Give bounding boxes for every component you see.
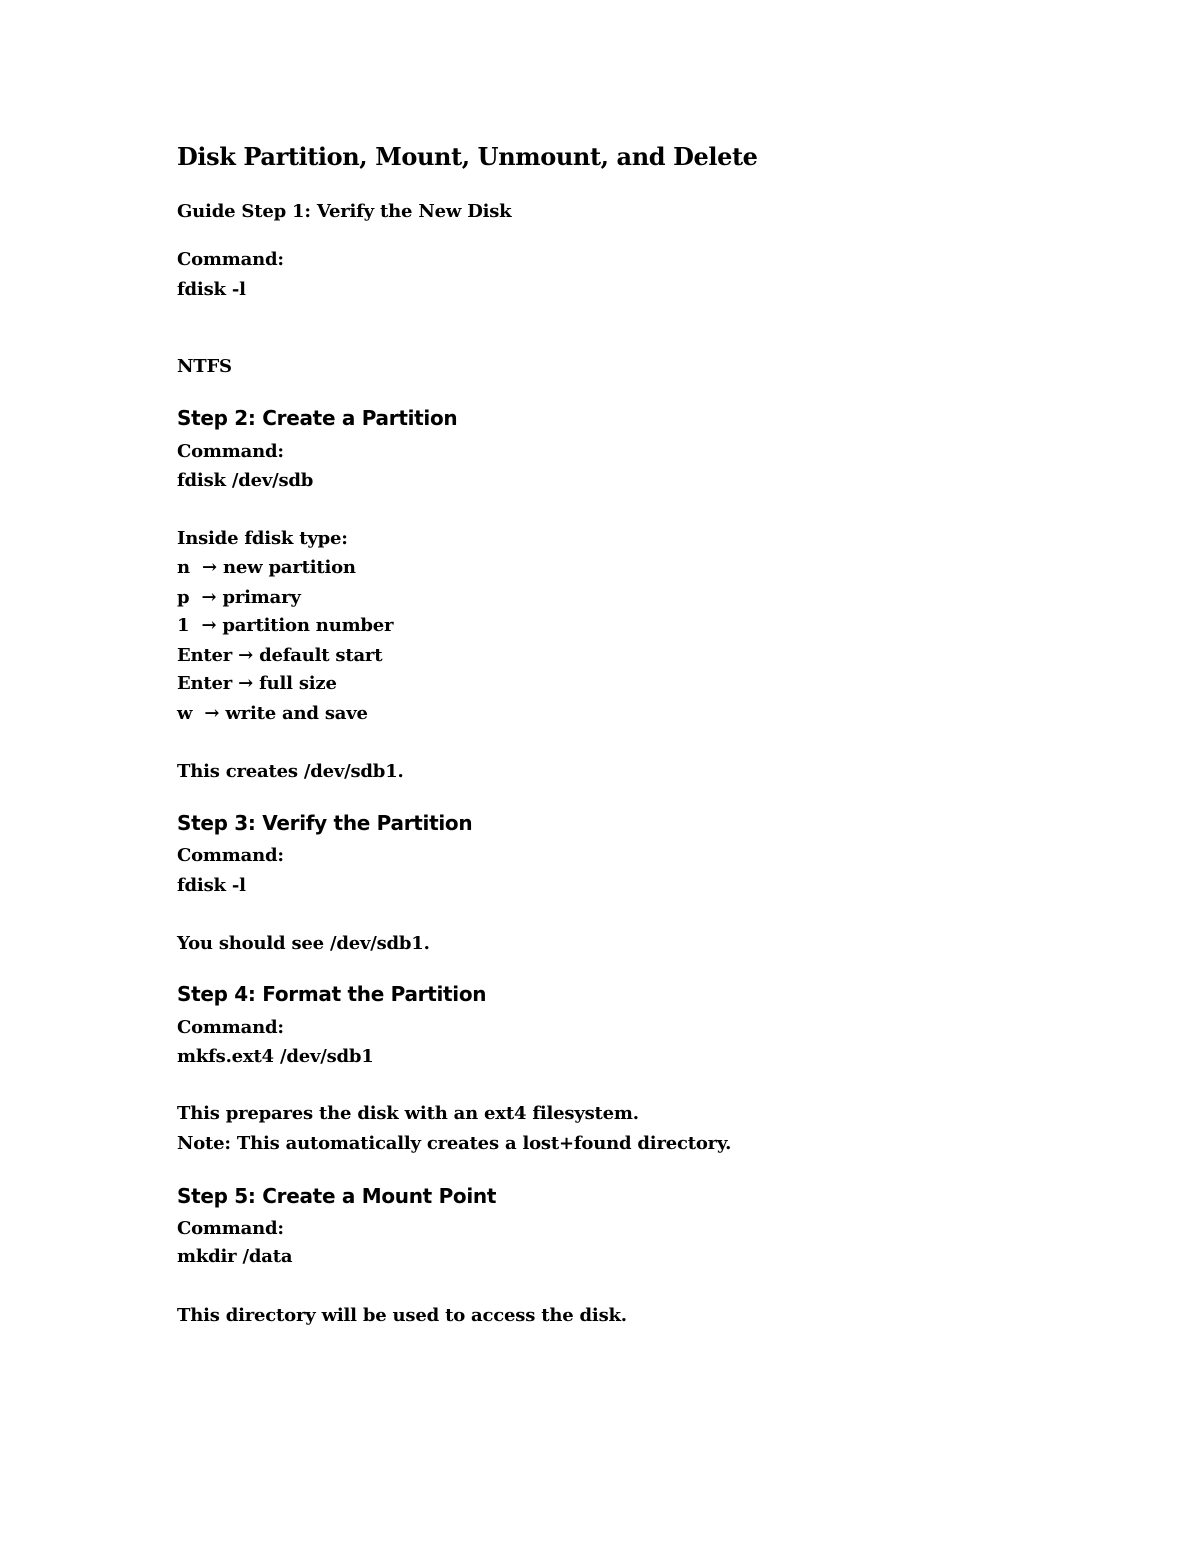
step4-command: mkfs.ext4 /dev/sdb1 [177, 1046, 374, 1067]
step2-key-n: n → new partition [177, 557, 356, 578]
step2-heading: Step 2: Create a Partition [177, 406, 458, 430]
step5-result: This directory will be used to access the disk. [177, 1305, 627, 1326]
step1-command-label: Command: [177, 249, 284, 270]
step2-command-label: Command: [177, 441, 284, 462]
step2-key-w: w → write and save [177, 703, 368, 724]
step1-command: fdisk -l [177, 279, 246, 300]
step5-heading: Step 5: Create a Mount Point [177, 1184, 497, 1208]
ntfs-label: NTFS [177, 356, 232, 377]
step2-command: fdisk /dev/sdb [177, 470, 314, 491]
step4-result: This prepares the disk with an ext4 filesystem. [177, 1103, 639, 1124]
step2-key-1: 1 → partition number [177, 615, 394, 636]
step2-inside-label: Inside fdisk type: [177, 528, 348, 549]
step4-heading: Step 4: Format the Partition [177, 982, 487, 1006]
step5-command: mkdir /data [177, 1246, 293, 1267]
step2-result: This creates /dev/sdb1. [177, 761, 404, 782]
page-title: Disk Partition, Mount, Unmount, and Delete [177, 142, 758, 171]
step2-key-p: p → primary [177, 587, 301, 608]
step3-heading: Step 3: Verify the Partition [177, 811, 473, 835]
step2-key-enter-size: Enter → full size [177, 673, 337, 694]
step5-command-label: Command: [177, 1218, 284, 1239]
step1-heading: Guide Step 1: Verify the New Disk [177, 201, 512, 222]
step2-key-enter-start: Enter → default start [177, 645, 383, 666]
step4-note: Note: This automatically creates a lost+found directory. [177, 1133, 732, 1154]
step4-command-label: Command: [177, 1017, 284, 1038]
step3-command-label: Command: [177, 845, 284, 866]
step3-result: You should see /dev/sdb1. [177, 933, 430, 954]
step3-command: fdisk -l [177, 875, 246, 896]
